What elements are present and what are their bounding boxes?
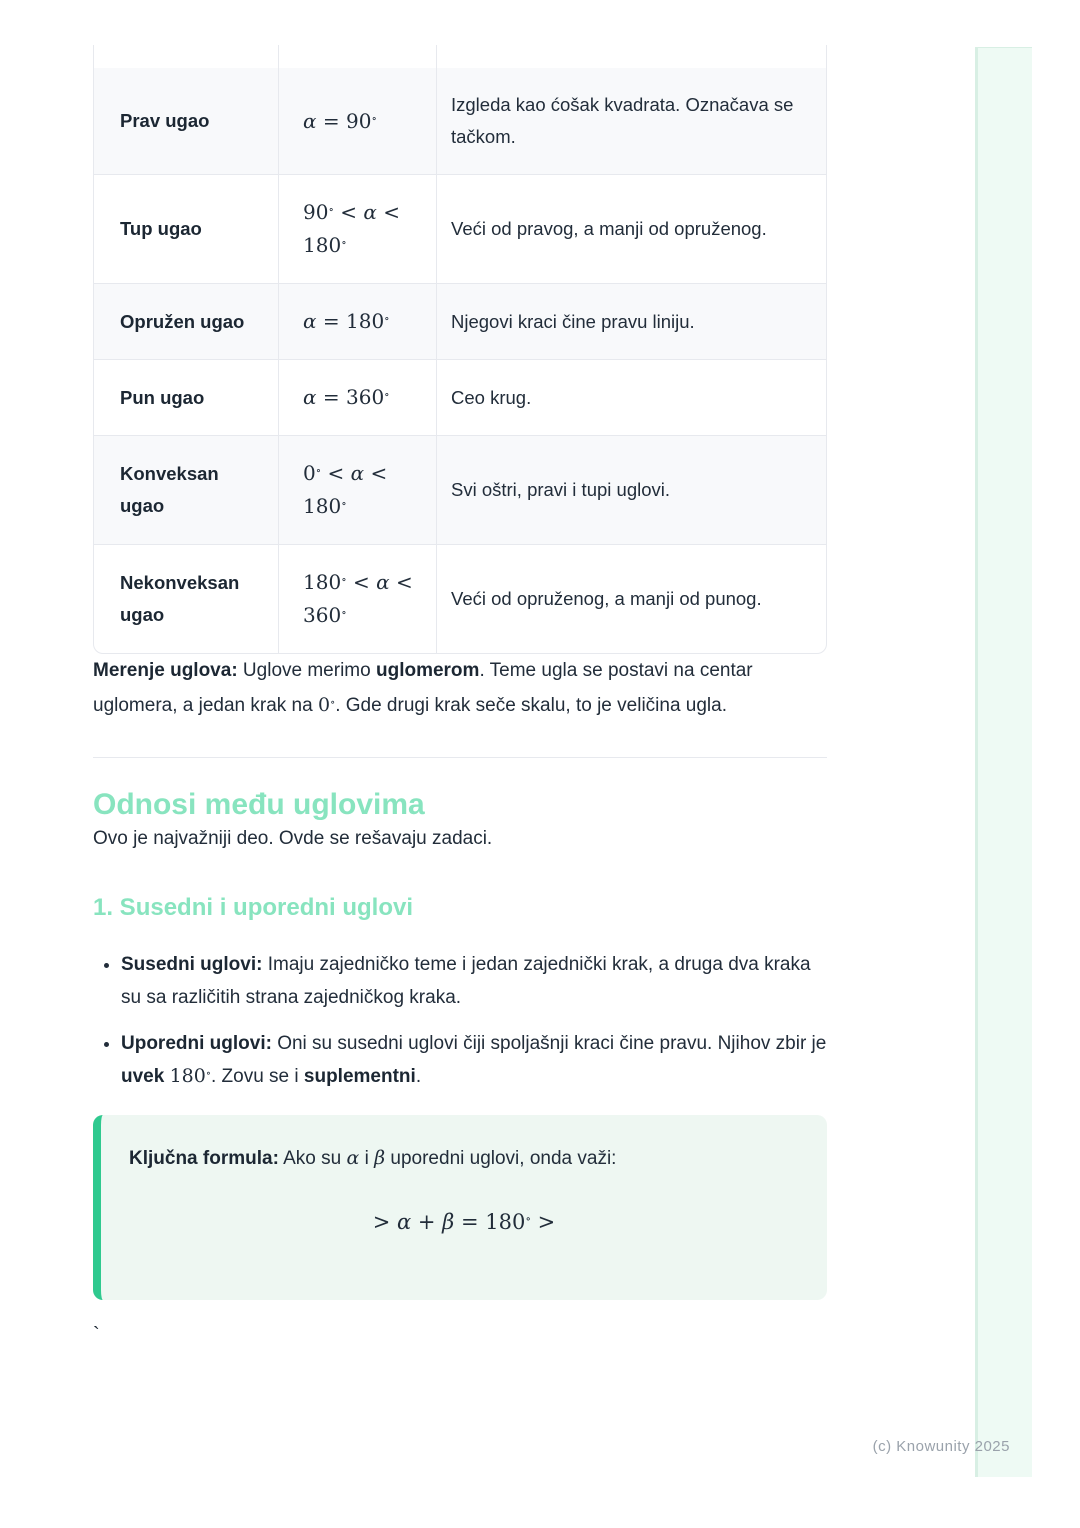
- table-row: [94, 544, 826, 653]
- document-content: [93, 45, 827, 1347]
- angle-name-cell: Nekonveksan ugao: [120, 572, 240, 625]
- angle-value-cell: α = 180∘: [278, 284, 436, 359]
- list-item: • Uporedni uglovi: Oni su susedni uglovi čiji spoljašnji kraci čine pravu. Njihov zbir je uvek 180∘. Zovu se i suplementni.: [121, 1027, 827, 1093]
- bullet-list: [93, 948, 827, 1093]
- angle-name-cell: Opružen ugao: [120, 310, 245, 332]
- angle-desc-cell: Veći od opruženog, a manji od punog.: [436, 545, 826, 653]
- paragraph-merenje-uglova: Merenje uglova: Uglove merimo uglomerom. Teme ugla se postavi na centar uglomera, a jedan krak na 0∘. Gde drugi krak seče skalu, to je veličina ugla.: [93, 660, 753, 716]
- angle-name-cell: Konveksan ugao: [120, 463, 219, 516]
- key-formula-callout: [93, 1115, 827, 1300]
- angle-desc-cell: Njegovi kraci čine pravu liniju.: [436, 284, 826, 359]
- angle-name-cell: Pun ugao: [120, 386, 205, 408]
- section-divider: [93, 757, 827, 758]
- table-row: [94, 435, 826, 544]
- paragraph-intro: Ovo je najvažniji deo. Ovde se rešavaju zadaci.: [93, 828, 493, 849]
- angle-desc-cell: Svi oštri, pravi i tupi uglovi.: [436, 436, 826, 544]
- formula: > α + β = 180∘ >: [372, 1210, 556, 1234]
- table-row: [94, 174, 826, 283]
- table-row: [94, 283, 826, 359]
- angle-name-cell: Prav ugao: [120, 110, 210, 131]
- angle-value-cell: 90∘ < α < 180∘: [278, 175, 436, 283]
- subsection-heading: 1. Susedni i uporedni uglovi: [93, 894, 414, 921]
- angle-desc-cell: Izgleda kao ćošak kvadrata. Označava se tačkom.: [436, 68, 826, 174]
- angle-value-cell: 0∘ < α < 180∘: [278, 436, 436, 544]
- stray-backtick: `: [93, 1324, 100, 1346]
- angle-desc-cell: Ceo krug.: [436, 360, 826, 435]
- angle-name-cell: Tup ugao: [120, 218, 202, 239]
- angles-table: [93, 45, 827, 654]
- angle-desc-cell: Veći od pravog, a manji od opruženog.: [436, 175, 826, 283]
- list-item: • Susedni uglovi: Imaju zajedničko teme i jedan zajednički krak, a druga dva kraka su sa različitih strana zajedničkog kraka.: [121, 948, 827, 1014]
- angle-value-cell: 180∘ < α < 360∘: [278, 545, 436, 653]
- table-row: [94, 359, 826, 435]
- table-row-partial: [94, 45, 826, 68]
- angle-value-cell: α = 360∘: [278, 360, 436, 435]
- callout-intro: Ključna formula: Ako su α i β uporedni uglovi, onda važi:: [129, 1147, 617, 1169]
- table-row: [94, 68, 826, 174]
- page-margin-stripe: [975, 47, 1032, 1477]
- angle-value-cell: α = 90∘: [278, 68, 436, 174]
- section-heading: Odnosi među uglovima: [93, 788, 425, 821]
- watermark: (c) Knowunity 2025: [872, 1438, 1010, 1455]
